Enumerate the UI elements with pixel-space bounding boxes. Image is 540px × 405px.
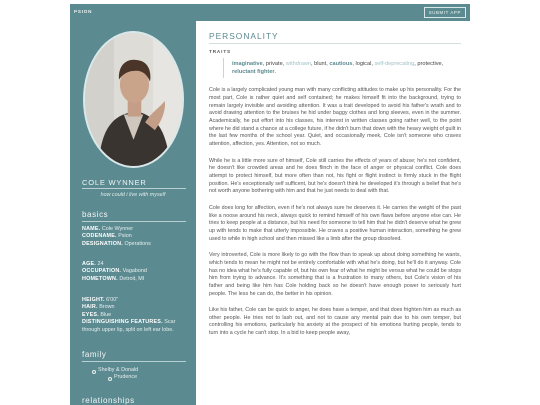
traits-list (223, 58, 461, 78)
basics-heading: basics (82, 210, 109, 219)
traits-label: TRAITS (209, 49, 231, 54)
basics-group-identity (82, 226, 192, 248)
basics-group-background (82, 261, 192, 283)
section-title: PERSONALITY (209, 31, 279, 41)
divider (82, 188, 186, 189)
fact-name: NAME. Cole Wynner (82, 226, 133, 232)
fact-codename: CODENAME. Psion (82, 233, 132, 240)
fact-distinguishing-features: DISTINGUISHING FEATURES. Scar through upper lip, split on left ear lobe. (82, 319, 176, 333)
profile-page (70, 4, 470, 405)
personality-section (209, 31, 461, 338)
fact-hometown: HOMETOWN. Detroit, MI (82, 275, 145, 282)
family-heading: family (82, 350, 107, 359)
basics-group-appearance (82, 297, 192, 334)
portrait-image (85, 33, 182, 166)
fact-occupation: OCCUPATION. Vagabond (82, 268, 147, 275)
sidebar (70, 21, 196, 405)
fact-age: AGE. 24 (82, 261, 104, 267)
personality-paragraph: Very introverted, Cole is more likely to go with the flow than to speak up about doing something he wants, which tends to mean he might not be entirely comfortable with what he's doing, but he'll do it anyway. Cole has no idea what he's fully capable of, but his own fear of what he might be versus what he could be stops him from trying to advance. It's something that is a frustration to many others, but Cole's vision of his father and being like him has Cole holding back so he doesn't have enough power to seriously hurt people. The less he can do, the better in his opinion. (209, 252, 461, 297)
top-bar (70, 4, 470, 21)
personality-paragraph: Cole is a largely complicated young man with many conflicting attitudes to make up his personality. For the most part, Cole is rather quiet and self contained; he makes himself fit into the background, trying to remain largely invisible and avoiding attention. It was a trait developed to avoid his father's wrath and to avoid drawing attention to the bruises he hid under baggy clothes and long sleeves, even in the summer. Academically, he put effort into his classes, his interest in written classes going rather well, to the point where he did stand a chance at a college future, if he didn't burn that down with the heavy weight of guilt in the last few months of the school year. Quiet, and occasionally meek, Cole isn't someone who craves attention, affection, yes. Attention, not so much. (209, 87, 461, 147)
site-brand[interactable]: PSION (74, 9, 93, 14)
trait: reluctant fighter. (232, 69, 277, 76)
trait: private, (265, 61, 286, 67)
family-list (82, 367, 192, 382)
personality-paragraph: Like his father, Cole can be quick to anger, he does have a temper, and that does frighten him as much as other people. He tries not to lash out, and not to cause any mental pain due to his own temper, but controlling his emotions, particularly his anxiety at the prospect of his emotions hurting people, tends to turn into a cycle he can't stop. In a bid to keep people away, (209, 307, 461, 337)
fact-eyes: EYES. Blue (82, 311, 112, 318)
fact-hair: HAIR. Brown (82, 304, 115, 311)
trait: blunt, (314, 61, 330, 67)
character-quote: how could i live with myself (100, 192, 166, 198)
personality-paragraph: Cole does long for affection, even if he's not always sure he deserves it. He carries the weight of the past like a noose around his neck, always quick to remind himself of his own flaws before anyone else can. He tries to keep people at a distance, but his need for someone to tell him that he didn't deserve what he grew up with tends to make that utterly impossible. He craves a positive human interaction, something he grew used to while in high school and then missed like a limb after the group dissolved. (209, 204, 461, 242)
family-member-parents: Shelby & Donald (82, 367, 192, 374)
profile-portrait (83, 31, 184, 168)
divider (82, 221, 186, 222)
trait: protective, (417, 61, 444, 67)
trait: withdrawn, (285, 61, 315, 67)
trait: logical, (355, 61, 375, 67)
personality-paragraph: While he is a little more sure of himself, Cole still carries the effects of years of abuse; he's not confident, he doesn't like crowded areas and he does flinch in the face of anger or physical conflict. Cole does attempt to protect himself, but more often than not, his fight or flight instinct is firmly stuck in the flight position. He's exceptionally self sufficent, but he's doesn't think he developed it's through a belief that he's not worth anyone bothering with him and that he just needs to deal with that. (209, 157, 461, 195)
trait: self-deprecating, (374, 61, 418, 67)
fact-height: HEIGHT. 6'00" (82, 297, 119, 303)
submit-app-button[interactable]: SUBMIT APP (424, 7, 466, 18)
trait: cautious, (329, 61, 356, 67)
divider (209, 43, 461, 44)
divider (82, 361, 186, 362)
family-member-sibling: Prudence (82, 374, 192, 381)
fact-designation: DESIGNATION. Operations (82, 240, 151, 247)
relationships-heading: relationships (82, 396, 135, 405)
character-name: COLE WYNNER (82, 178, 147, 187)
trait: imaginative, (232, 61, 266, 67)
